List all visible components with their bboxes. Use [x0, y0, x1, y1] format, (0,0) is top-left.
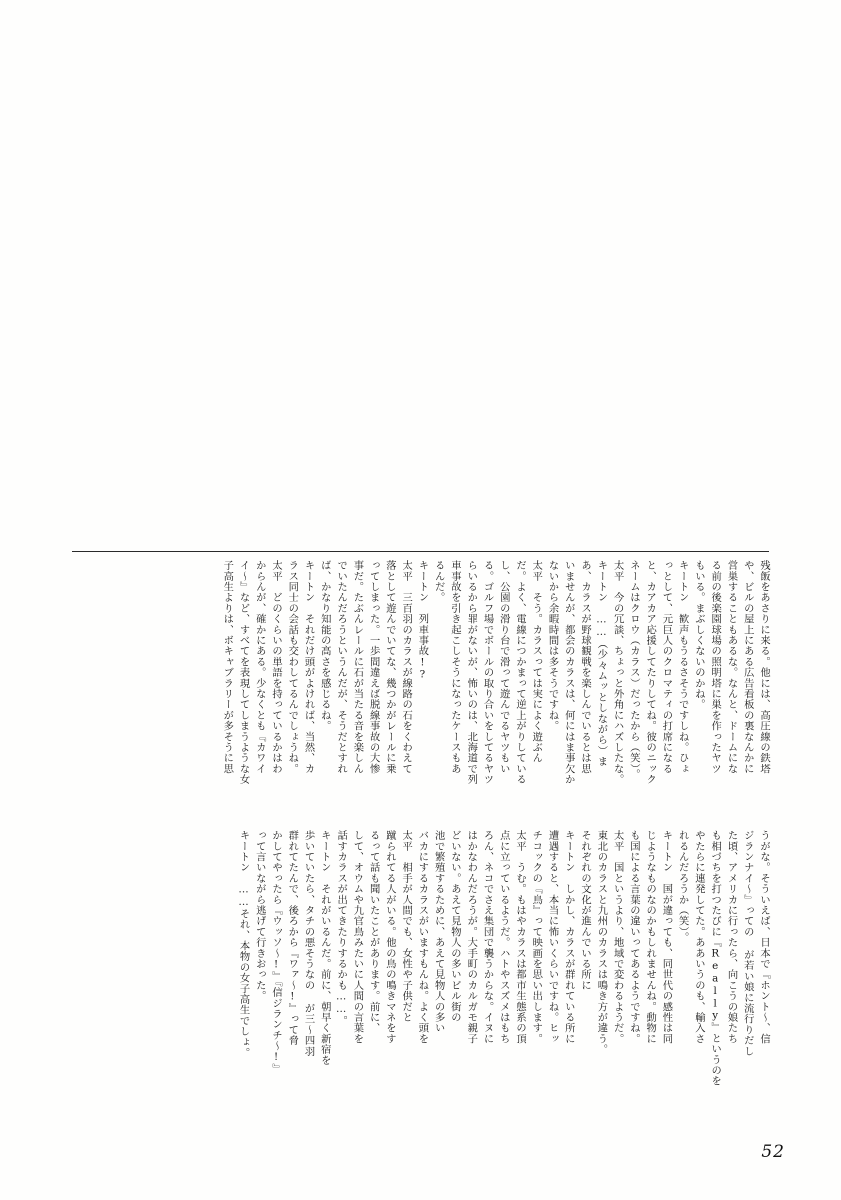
upper-text-line: ってしまった。一歩間違えば脱線事故の大惨 — [367, 560, 380, 774]
lower-text-line: どいない。あえて見物人の多いビル街の — [448, 830, 461, 1023]
upper-text-line: と、カアカア応援してたりしてね。彼のニック — [644, 560, 657, 785]
upper-text-line: ネームはクロウ（カラス）だったから（笑）。 — [627, 560, 640, 780]
lower-text-line: やたらに連発してた。ああいうのも、輸入さ — [692, 830, 705, 1044]
lower-text-line: じようなものなのかもしれませんね。動物に — [644, 830, 657, 1044]
upper-text-line: 子高生よりは、ボキャブラリーが多そうに思 — [221, 560, 234, 774]
upper-text-line: らいるから罪がないが、怖いのは、北海道で列 — [465, 560, 478, 785]
lower-text-line: 点に立っているようだ。ハトやスズメはもち — [497, 830, 510, 1044]
lower-text-line: ジランナイ〜』っての が若い娘に流行りだし — [741, 830, 754, 1057]
upper-text-line: 事だ。たぶんレールに石が当たる音を楽しん — [351, 560, 364, 774]
lower-text-line: 東北のカラスと九州のカラスは鳴き方が違う。 — [595, 830, 608, 1055]
lower-text-line: るって話も聞いたことがあります。前に、 — [367, 830, 380, 1034]
upper-text-line: るんだ。 — [432, 560, 445, 603]
lower-text-line: キートン それがいるんだ。前に、朝早く新宿を — [318, 830, 331, 1066]
upper-text-line: や、ビルの屋上にある広告看板の裏なんかに — [741, 560, 754, 774]
upper-text-line: 落として遊んでいてな、幾つかがレールに乗 — [383, 560, 396, 774]
upper-text-line: いませんが、都会のカラスは、何にはま事欠か — [562, 560, 575, 785]
upper-text-line: だ。よく、電線につかまって逆上がりしている — [514, 560, 527, 785]
lower-text-line: れるんだろうか（笑）。 — [676, 830, 689, 943]
upper-text-line: キートン ……（少々ムッとしながら）ま — [595, 560, 608, 767]
upper-text-line: からんが、確かにある。少なくとも『カワイ — [253, 560, 266, 774]
upper-text-line: ば、かなり知能の高さを感じるね。 — [318, 560, 331, 732]
lower-text-line: 群れてたんで、後ろから『ワァ〜!』って脅 — [286, 830, 299, 1046]
upper-text-line: っとして、元巨人のクロマティの打席になる — [660, 560, 673, 774]
upper-text-line: 車事故を引き起こしそうになったケースもあ — [448, 560, 461, 774]
lower-text-line: 太平 相手が人間でも、女性や子供だと — [400, 830, 413, 1023]
upper-text-line: あ、カラスが野球観戦を楽しんでいるとは思 — [579, 560, 592, 774]
lower-text-line: かしてやったら『ウッソ〜!』『信ジランチ〜!』 — [270, 830, 283, 1075]
horizontal-rule — [72, 551, 769, 552]
upper-text-line: ないから余暇時間は多そうですね。 — [546, 560, 559, 732]
upper-text-line: る前の後楽園球場の照明塔に巣を作ったヤツ — [709, 560, 722, 774]
upper-text-line: イ〜』など、すべてを表現してしまうような女 — [237, 560, 250, 785]
lower-text-line: 蹴られてる人がいる。他の鳥の鳴きマネをす — [383, 830, 396, 1044]
upper-text-line: 太平 どのくらいの単語を持っているかはわ — [270, 560, 283, 774]
lower-text-line: も相づちを打つたびに『Really』というのを — [709, 830, 722, 1087]
upper-text-line: ラス同士の会話も交わしてるんでしょうね。 — [286, 560, 299, 774]
lower-text-line: キートン 国が違っても、同世代の感性は同 — [660, 830, 673, 1044]
lower-text-line: ろん、ネコでさえ集団で襲うからな。イヌに — [481, 830, 494, 1044]
lower-text-line: 太平 うむ。もはやカラスは都市生態系の頂 — [514, 830, 527, 1044]
upper-text-line: 太平 三百羽のカラスが線路の石をくわえて — [400, 560, 413, 774]
lower-text-line: バカにするカラスがいますもんね。よく頭を — [416, 830, 429, 1044]
lower-text-line: も国による言葉の違いってあるようですね。 — [627, 830, 640, 1044]
upper-text-body: 残飯をあさりに来る。他には、高圧線の鉄塔 — [758, 560, 770, 774]
upper-text-line: でいたんだろうというんだが、そうだとすれ — [335, 560, 348, 774]
upper-text-line: キートン 歓声もうるさそうですしね。ひょ — [676, 560, 689, 774]
upper-text-line: 太平 そう。カラスっては実によく遊ぶん — [530, 560, 543, 764]
upper-text-line: もいる。まぶしくないのかね。 — [692, 560, 705, 710]
lower-text-line: キートン しかし、カラスが群れている所に — [562, 830, 575, 1044]
lower-text-line: 話すカラスが出てきたりするかも……。 — [335, 830, 348, 1026]
lower-text-line: して、オウムや九官鳥みたいに人間の言葉を — [351, 830, 364, 1044]
lower-text-line: た頃、アメリカに行ったら、向こうの娘たち — [725, 830, 738, 1044]
upper-text-line: 営巣することもあるな。なんと、ドームにな — [725, 560, 738, 774]
lower-text-line: 歩いていたら、タチの悪そうなの が三〜四羽 — [302, 830, 315, 1057]
upper-text-line: キートン それだけ頭がよければ、当然、カ — [302, 560, 315, 774]
upper-text-region — [72, 560, 772, 818]
upper-text-line: 太平 今の冗談、ちょっと外角にハズしたな。 — [611, 560, 624, 785]
lower-text-region — [237, 830, 772, 1122]
lower-text-line: はかなわんだろうが。大手町のカルガモ親子 — [465, 830, 478, 1044]
lower-text-line: 遭遇すると、本当に怖いくらいですね。ヒッ — [546, 830, 559, 1044]
lower-text-line: チコックの『鳥』って映画を思い出します。 — [530, 830, 543, 1044]
upper-text-line: キートン 列車事故!? — [416, 560, 429, 682]
lower-text-line: 池で繁殖するために、あえて見物人の多い — [432, 830, 445, 1034]
lower-text-line: うがな。そういえば、日本で『ホント〜、信 — [758, 830, 770, 1044]
lower-text-line: 太平 国というより、地域で変わるようだ。 — [611, 830, 624, 1044]
upper-text-line: る。ゴルフ場でボールの取り合いをしてるヤツ — [481, 560, 494, 785]
lower-text-line: キートン ……それ、本物の女子高生でしょ。 — [237, 830, 250, 1059]
page-number: 52 — [761, 1142, 785, 1162]
upper-text-line: し、公園の滑り台で滑って遊んでるヤツもい — [497, 560, 510, 774]
lower-text-line: それぞれの文化が進んでいる所に — [579, 830, 592, 991]
lower-text-line: って言いながら逃げて行きおった。 — [253, 830, 266, 1002]
